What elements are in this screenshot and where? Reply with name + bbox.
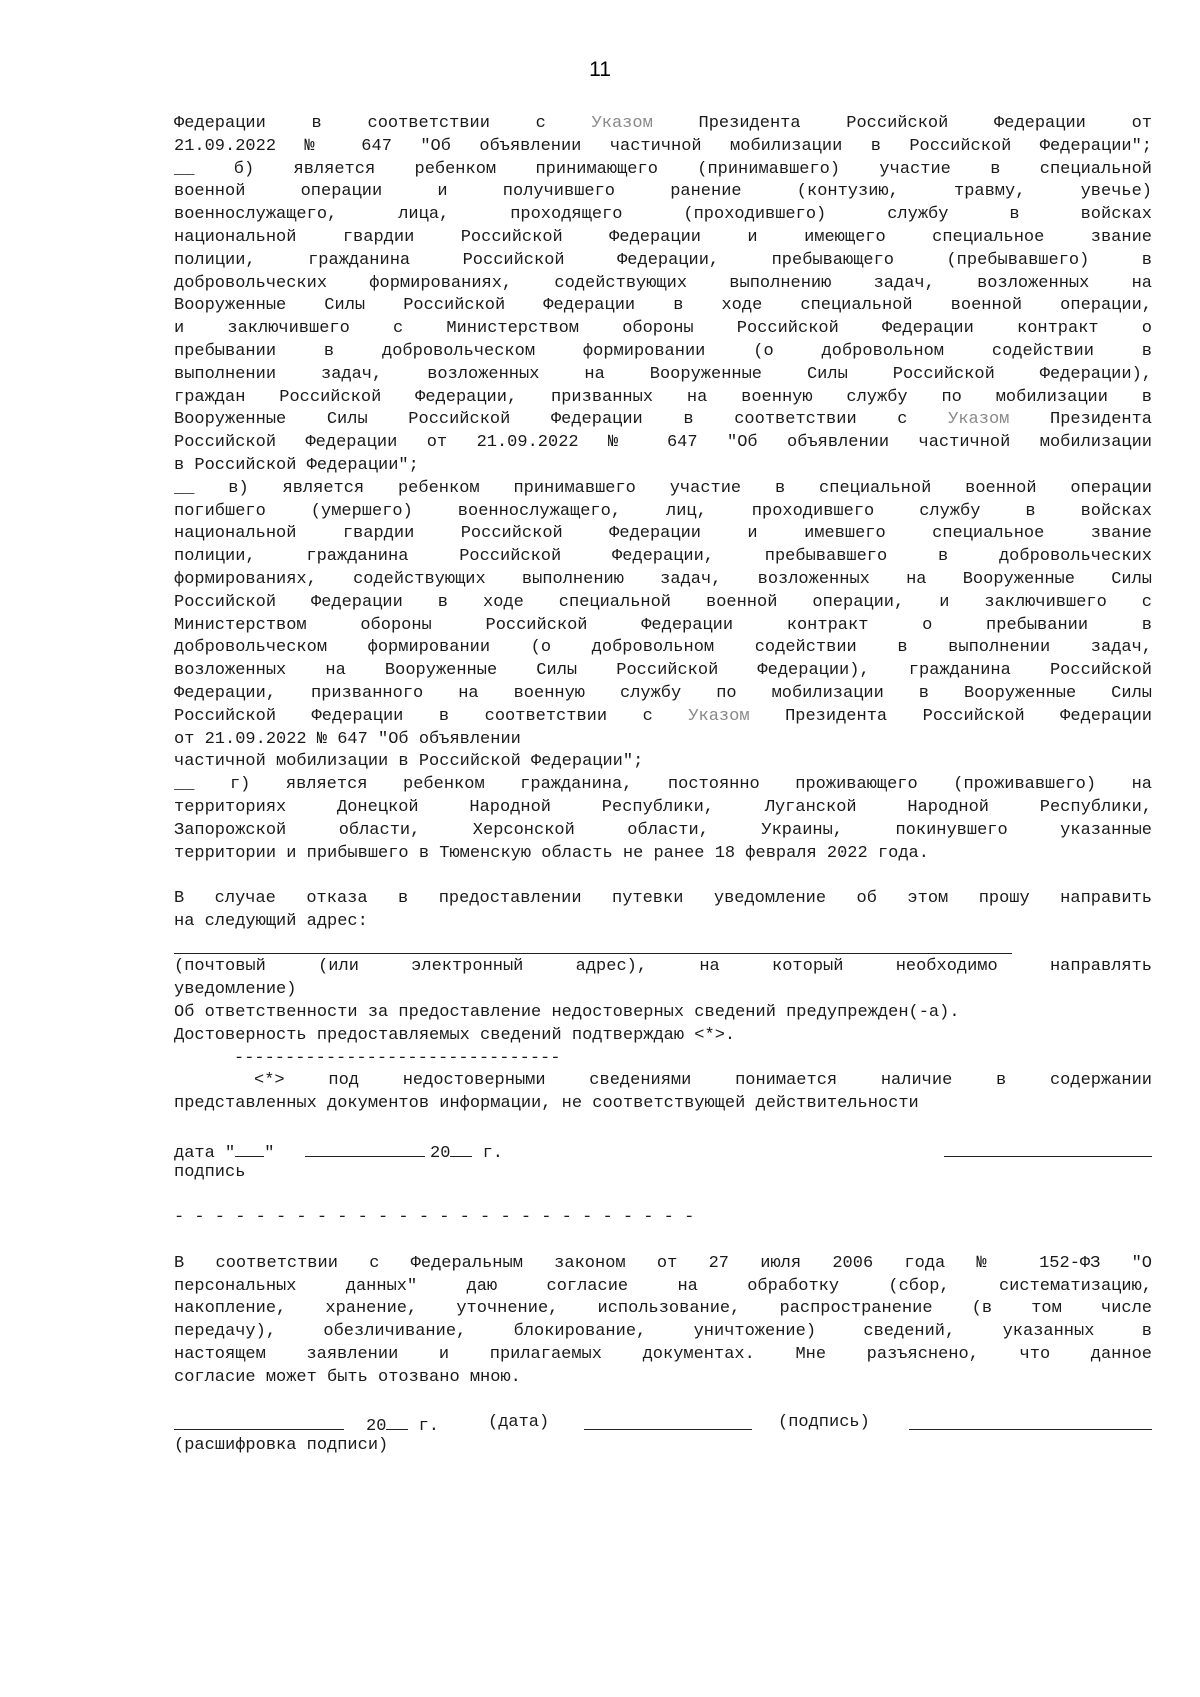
reliability-note: Достоверность предоставляемых сведений подтверждаю <*>. — [174, 1025, 736, 1045]
address-field[interactable] — [174, 934, 1152, 957]
footnote-text-end: представленных документов информации, не соответствующей действительности — [174, 1094, 919, 1114]
footnote-separator: -------------------------------- — [234, 1048, 561, 1068]
date-field[interactable] — [584, 1412, 752, 1430]
text-line: Российской Федерации в ходе специальной военной операции, и заключившего с — [174, 592, 1152, 612]
text-line: граждан Российской Федерации, призванных на военную службу по мобилизации в — [174, 387, 1152, 407]
text-line: __ б) является ребенком принимающего (принимавшего) участие в специальной — [174, 159, 1152, 179]
date-caption: (дата) — [488, 1413, 550, 1433]
section-separator: - - - - - - - - - - - - - - - - - - - - - - - - - - — [174, 1208, 695, 1228]
text-line: Федерации, призванного на военную службу по мобилизации в Вооруженные Силы — [174, 683, 1152, 703]
text-line: персональных данных" даю согласие на обработку (сбор, систематизацию, — [174, 1276, 1152, 1296]
text-line: Министерством обороны Российской Федерации контракт о пребывании в — [174, 615, 1152, 635]
text-line: территориях Донецкой Народной Республики, Луганской Народной Республики, — [174, 797, 1152, 817]
text-line: согласие может быть отозвано мною. — [174, 1367, 521, 1387]
responsibility-note: Об ответственности за предоставление недостоверных сведений предупрежден(-а). — [174, 1003, 960, 1023]
text-line: 21.09.2022 № 647 "Об объявлении частичной мобилизации в Российской Федерации"; — [174, 136, 1152, 156]
refusal-paragraph — [174, 888, 1152, 911]
document-body — [174, 113, 1152, 1458]
text-line: накопление, хранение, уточнение, использование, распространение (в том числе — [174, 1299, 1152, 1319]
date-signature-row: дата " " 20 г. — [174, 1139, 1152, 1162]
text-line: выполнении задач, возложенных на Вооруженные Силы Российской Федерации), — [174, 364, 1152, 384]
decree-link[interactable]: Указом — [948, 410, 1010, 430]
text-line: полиции, гражданина Российской Федерации, пребывавшего в добровольческих — [174, 547, 1152, 567]
bottom-year-field[interactable] — [386, 1412, 408, 1430]
text-line: Федерации в соответствии с Указом Президента Российской Федерации от — [174, 114, 1152, 133]
text-line: В случае отказа в предоставлении путевки уведомление об этом прошу направить — [174, 889, 1152, 909]
paragraph-c — [174, 478, 1152, 706]
text-line: Вооруженные Силы Российской Федерации в соответствии с Указом Президента — [174, 410, 1153, 430]
bottom-signature-row: 20 г. (дата) (подпись) — [174, 1412, 1152, 1435]
text-line: Российской Федерации в соответствии с Указом Президента Российской Федерации — [174, 706, 1152, 726]
text-line: Российской Федерации от 21.09.2022 № 647 "Об объявлении частичной мобилизации — [174, 433, 1152, 453]
text-line: добровольческих формированиях, содействующих выполнению задач, возложенных на — [174, 273, 1152, 293]
text-line: В соответствии с Федеральным законом от 27 июля 2006 года № 152-ФЗ "О — [174, 1253, 1152, 1273]
date-label: дата " — [174, 1143, 236, 1163]
text-line: пребывании в добровольческом формировании (о добровольном содействии в — [174, 341, 1152, 361]
text-line: частичной мобилизации в Российской Федерации"; — [174, 752, 644, 772]
text-line: Вооруженные Силы Российской Федерации в ходе специальной военной операции, — [174, 296, 1152, 316]
text-line: настоящем заявлении и прилагаемых документах. Мне разъяснено, что данное — [174, 1345, 1152, 1365]
text-line: __ г) является ребенком гражданина, постоянно проживающего (проживавшего) на — [174, 775, 1152, 795]
paragraph-d — [174, 774, 1152, 842]
signature-caption: (подпись) — [778, 1413, 870, 1433]
bottom-signature-field[interactable] — [909, 1412, 1152, 1430]
text-line: территории и прибывшего в Тюменскую область не ранее 18 февраля 2022 года. — [174, 843, 929, 863]
decoding-caption: (расшифровка подписи) — [174, 1436, 389, 1456]
text-line: от 21.09.2022 № 647 "Об объявлении — [174, 729, 521, 749]
paragraph-b — [174, 159, 1152, 410]
page-number: 11 — [589, 58, 611, 81]
decree-link[interactable]: Указом — [591, 114, 653, 133]
year-field[interactable] — [450, 1139, 472, 1157]
month-field[interactable] — [305, 1139, 425, 1157]
text-line: передачу), обезличивание, блокирование, уничтожение) сведений, указанных в — [174, 1322, 1152, 1342]
signature-field[interactable] — [944, 1139, 1152, 1157]
footnote-text: <*> под недостоверными сведениями понимается наличие в содержании — [254, 1071, 1152, 1091]
decree-link[interactable]: Указом — [688, 706, 750, 726]
text-line: полиции, гражданина Российской Федерации, пребывающего (пребывавшего) в — [174, 250, 1152, 270]
text-line: погибшего (умершего) военнослужащего, лиц, проходившего службу в войсках — [174, 501, 1152, 521]
text-line: и заключившего с Министерством обороны Российской Федерации контракт о — [174, 319, 1152, 339]
text-line: возложенных на Вооруженные Силы Российской Федерации), гражданина Российской — [174, 661, 1152, 681]
decoding-field[interactable] — [174, 1412, 344, 1430]
text-line: национальной гвардии Российской Федерации и имеющего специальное звание — [174, 227, 1152, 247]
text-line: Запорожской области, Херсонской области, Украины, покинувшего указанные — [174, 820, 1152, 840]
text-line: на следующий адрес: — [174, 911, 368, 931]
text-line: военной операции и получившего ранение (контузию, травму, увечье) — [174, 182, 1152, 202]
text-line: формированиях, содействующих выполнению задач, возложенных на Вооруженные Силы — [174, 569, 1152, 589]
text-line: в Российской Федерации"; — [174, 455, 419, 475]
address-caption: (почтовый (или электронный адрес), на который необходимо направлять — [174, 957, 1152, 977]
text-line: добровольческом формировании (о добровольном содействии в выполнении задач, — [174, 638, 1152, 658]
address-caption-end: уведомление) — [174, 980, 297, 1000]
text-line: __ в) является ребенком принимавшего участие в специальной военной операции — [174, 478, 1152, 498]
text-line: военнослужащего, лица, проходящего (проходившего) службу в войсках — [174, 205, 1152, 225]
consent-paragraph — [174, 1253, 1152, 1367]
day-field[interactable] — [235, 1139, 264, 1157]
text-line: национальной гвардии Российской Федерации и имевшего специальное звание — [174, 524, 1152, 544]
signature-label: подпись — [174, 1162, 246, 1182]
